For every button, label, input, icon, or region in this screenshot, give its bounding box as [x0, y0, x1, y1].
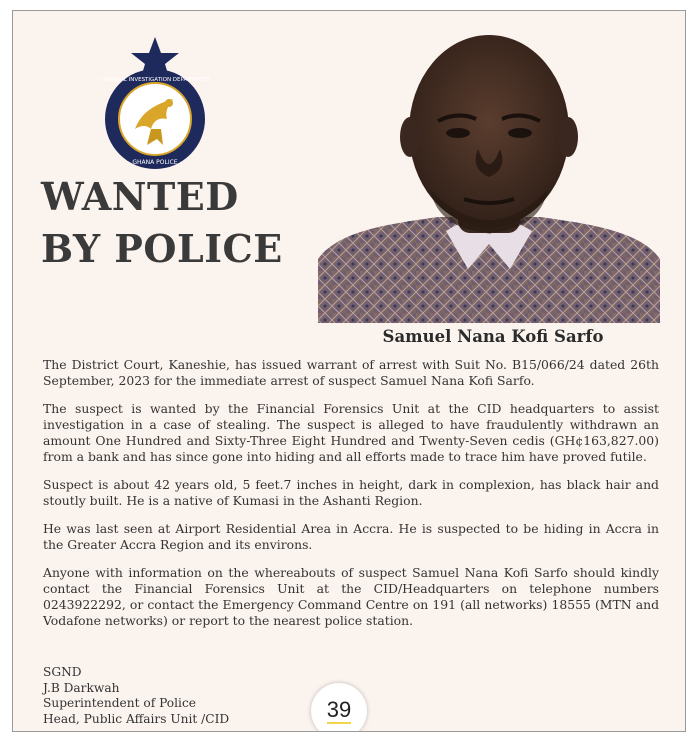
signature-sgnd: SGND	[43, 665, 82, 679]
suspect-photo	[318, 19, 660, 323]
wanted-headline	[41, 171, 283, 275]
signature-rank: Superintendent of Police	[43, 696, 196, 710]
headline-line-2: BY POLICE	[41, 226, 283, 271]
paragraph-contact: Anyone with information on the whereabouts of suspect Samuel Nana Kofi Sarfo should kindly contact the Financial Forensics Unit at the CID/Headquarters on telephone numbers 0243922292, or contact the Emergency Command Centre on 191 (all networks) 18555 (MTN and Vodafone networks) or report to the nearest police station.	[43, 565, 659, 628]
wanted-poster	[12, 10, 686, 732]
paragraph-warrant: The District Court, Kaneshie, has issued warrant of arrest with Suit No. B15/066/24 dated 26th September, 2023 for the immediate arrest of suspect Samuel Nana Kofi Sarfo.	[43, 357, 659, 388]
paragraph-description: Suspect is about 42 years old, 5 feet.7 inches in height, dark in complexion, has black hair and stoutly built. He is a native of Kumasi in the Ashanti Region.	[43, 477, 659, 508]
signature-name: J.B Darkwah	[43, 680, 120, 695]
paragraph-allegation: The suspect is wanted by the Financial Forensics Unit at the CID headquarters to assist investigation in a case of stealing. The suspect is alleged to have fraudulently withdrawn an amount One Hundred and Sixty-Three Eight Hundred and Twenty-Seven cedis (GH¢163,827.00) from a bank and has since gone into hiding and all efforts made to trace him have proved futile.	[43, 401, 659, 464]
suspect-name: Samuel Nana Kofi Sarfo	[382, 327, 604, 346]
signature-unit: Head, Public Affairs Unit /CID	[43, 711, 230, 726]
paragraph-last-seen: He was last seen at Airport Residential Area in Accra. He is suspected to be hiding in Accra in the Greater Accra Region and its environs.	[43, 521, 659, 552]
notice-body	[43, 357, 659, 641]
page-number-badge	[311, 683, 367, 732]
headline-line-1: WANTED	[41, 174, 239, 219]
signature-block	[43, 665, 229, 727]
logo-top-text: CRIMINAL INVESTIGATION DEPARTMENT	[100, 77, 210, 83]
cid-logo-icon	[95, 33, 215, 173]
page-number: 39	[326, 697, 352, 722]
logo-bottom-text: GHANA POLICE	[132, 159, 178, 166]
